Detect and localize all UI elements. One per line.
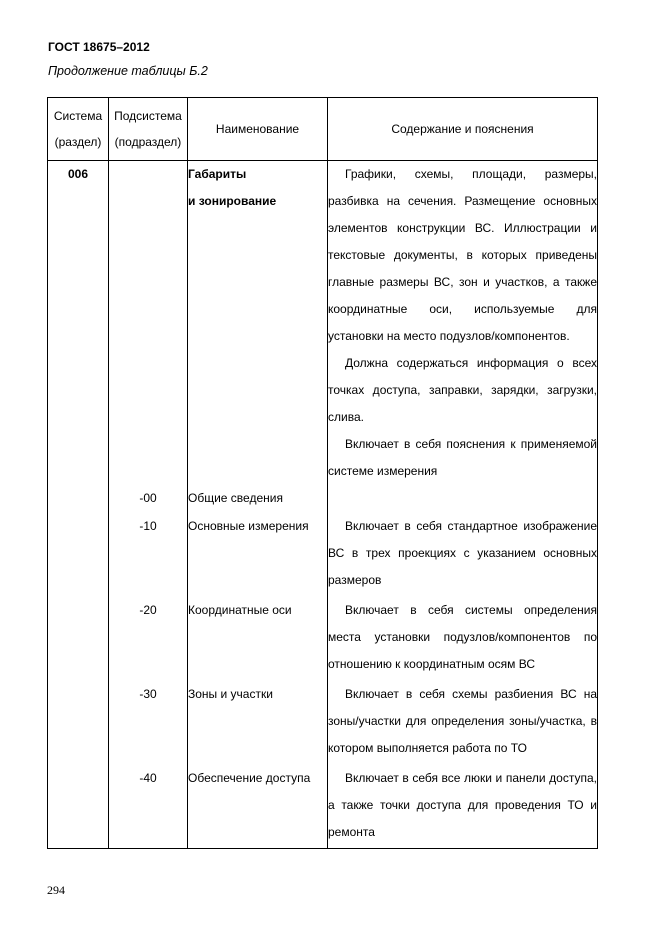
header-subsystem <box>109 98 188 161</box>
table-row <box>48 485 598 513</box>
description-paragraph: Включает в себя пояснения к применяемой системе измерения <box>328 437 597 478</box>
page-number: 294 <box>47 883 65 897</box>
cell-name: Координатные оси <box>188 597 328 681</box>
table-row <box>48 597 598 681</box>
description-paragraph: Включает в себя системы определения места установки подузлов/компонентов по отношению к координатным осям ВС <box>328 603 597 671</box>
cell-name-line1: Габариты <box>188 167 247 181</box>
table-row <box>48 161 598 486</box>
classification-table <box>47 97 598 849</box>
header-subsystem-line1: Подсистема <box>114 109 182 123</box>
cell-description <box>328 765 598 849</box>
cell-description <box>328 513 598 597</box>
header-subsystem-line2: (подраздел) <box>114 135 182 149</box>
header-system <box>48 98 109 161</box>
header-system-line2: (раздел) <box>54 135 102 149</box>
description-paragraph: Должна содержаться информация о всех точках доступа, заправки, зарядки, загрузки, слива. <box>328 356 597 424</box>
header-name: Наименование <box>188 98 328 161</box>
table-continuation-caption: Продолжение таблицы Б.2 <box>48 64 208 78</box>
header-system-line1: Система <box>53 109 103 123</box>
cell-subsystem: -20 <box>109 597 188 681</box>
cell-name: Общие сведения <box>188 485 328 513</box>
cell-description <box>328 681 598 765</box>
header-content: Содержание и пояснения <box>328 98 598 161</box>
table-header-row <box>48 98 598 161</box>
description-paragraph: Включает в себя схемы разбиения ВС на зоны/участки для определения зоны/участка, в котором выполняется работа по ТО <box>328 687 597 755</box>
cell-subsystem <box>109 161 188 486</box>
description-paragraph: Графики, схемы, площади, размеры, разбивка на сечения. Размещение основных элементов конструкции ВС. Иллюстрации и текстовые документы, в которых приведены главные размеры ВС, зон и участков, а также координатные оси, используемые для установки на место подузлов/компонентов. <box>328 167 597 343</box>
cell-name: Основные измерения <box>188 513 328 597</box>
table-row <box>48 681 598 765</box>
cell-system <box>48 513 109 597</box>
cell-name <box>188 161 328 486</box>
cell-name: Обеспечение доступа <box>188 765 328 849</box>
table-row <box>48 513 598 597</box>
description-paragraph: Включает в себя все люки и панели доступа, а также точки доступа для проведения ТО и ремонта <box>328 771 597 839</box>
cell-subsystem: -30 <box>109 681 188 765</box>
standard-designation: ГОСТ 18675–2012 <box>48 40 150 54</box>
cell-system <box>48 597 109 681</box>
cell-system <box>48 485 109 513</box>
cell-system <box>48 681 109 765</box>
cell-description <box>328 597 598 681</box>
cell-system: 006 <box>48 161 109 486</box>
description-paragraph: Включает в себя стандартное изображение ВС в трех проекциях с указанием основных размеров <box>328 519 597 587</box>
cell-subsystem: -40 <box>109 765 188 849</box>
table-row <box>48 765 598 849</box>
cell-system <box>48 765 109 849</box>
cell-subsystem: -00 <box>109 485 188 513</box>
cell-description <box>328 485 598 513</box>
cell-description <box>328 161 598 486</box>
cell-name-line2: и зонирование <box>188 194 277 208</box>
cell-subsystem: -10 <box>109 513 188 597</box>
cell-name: Зоны и участки <box>188 681 328 765</box>
